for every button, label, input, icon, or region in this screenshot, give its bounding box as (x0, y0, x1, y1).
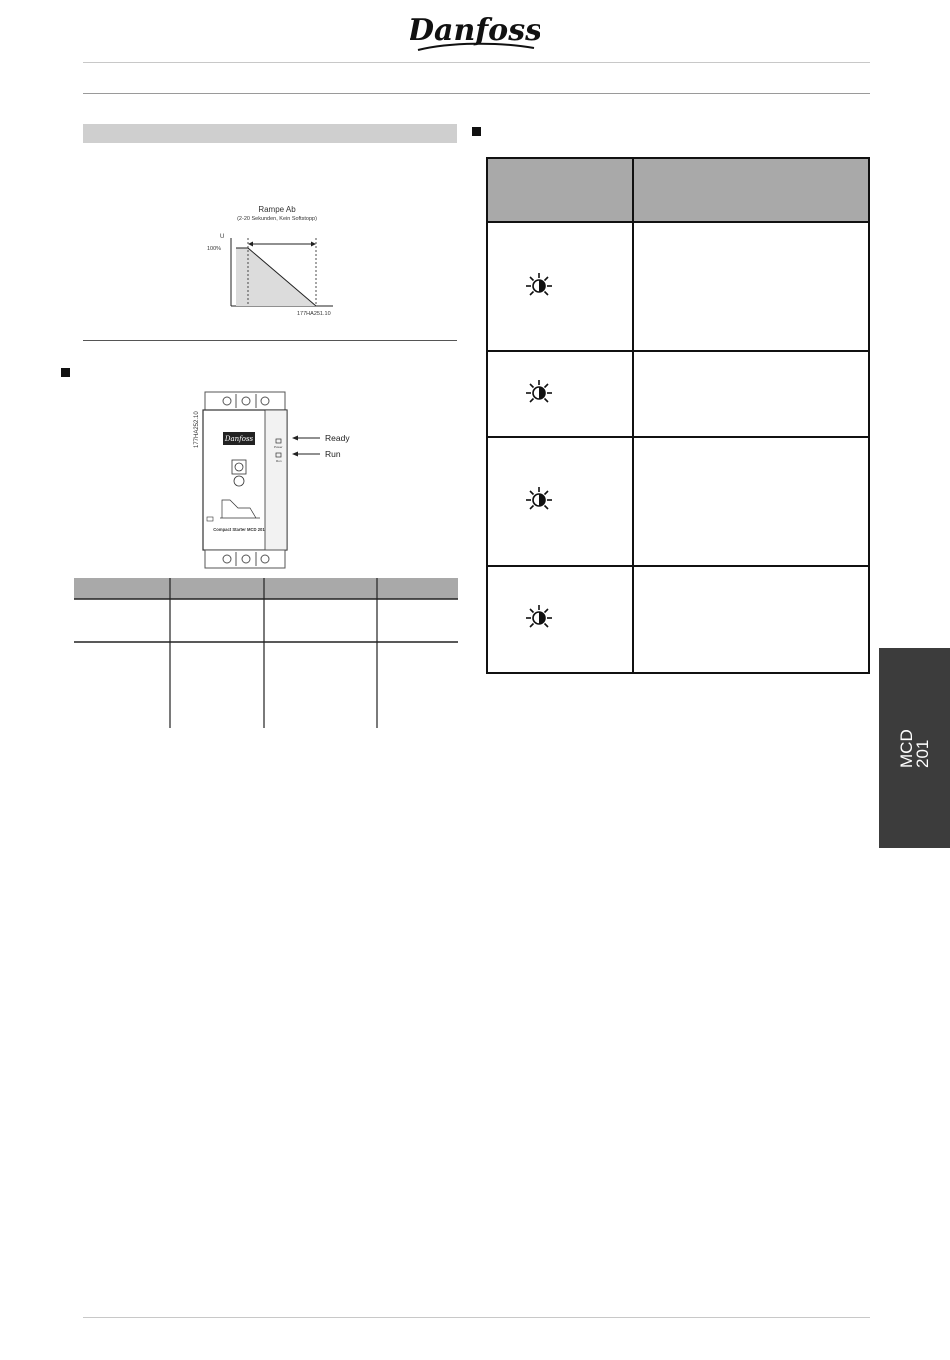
led-status-table (486, 157, 870, 674)
header-rule-bottom (83, 93, 870, 94)
footer-rule (83, 1317, 870, 1318)
section-bullet-right (472, 127, 481, 136)
ramp-subtitle: (2-20 Sekunden, Kein Softstopp) (237, 216, 317, 222)
device-model-text: Compact Starter MCD 201 (213, 527, 265, 532)
led-label-run: Run (276, 459, 282, 463)
logo-text: Danfoss (410, 13, 540, 48)
ramp-y-label: U (220, 234, 225, 240)
ramp-y-tick: 100% (207, 246, 222, 252)
led-indicator-icon (526, 487, 552, 509)
side-tab-line1: MCD (896, 729, 916, 768)
left-table-header (74, 578, 458, 599)
left-table (74, 578, 458, 728)
led-indicator-icon (526, 273, 552, 295)
ramp-figure-code: 177HA251.10 (297, 311, 331, 317)
soft-starter-device-figure (190, 390, 365, 575)
led-table-header (487, 158, 869, 222)
device-brand: Danfoss (224, 435, 254, 443)
device-figure-code: 177HA252.10 (194, 411, 200, 448)
section-bullet-left (61, 368, 70, 377)
section-header-bar (83, 124, 457, 143)
side-tab-line2: 201 (912, 739, 932, 768)
ramp-title: Rampe Ab (258, 205, 296, 214)
device-label-run: Run (325, 449, 341, 459)
section-divider (83, 340, 457, 341)
ramp-down-figure (195, 200, 355, 320)
led-indicator-icon (526, 605, 552, 627)
header-rule-top (83, 62, 870, 63)
chapter-side-tab (879, 648, 950, 848)
brand-logo (0, 10, 950, 61)
danfoss-logo-mark (410, 10, 540, 56)
led-indicator-icon (526, 380, 552, 402)
device-label-ready: Ready (325, 433, 350, 443)
led-label-power: Power (274, 445, 283, 449)
